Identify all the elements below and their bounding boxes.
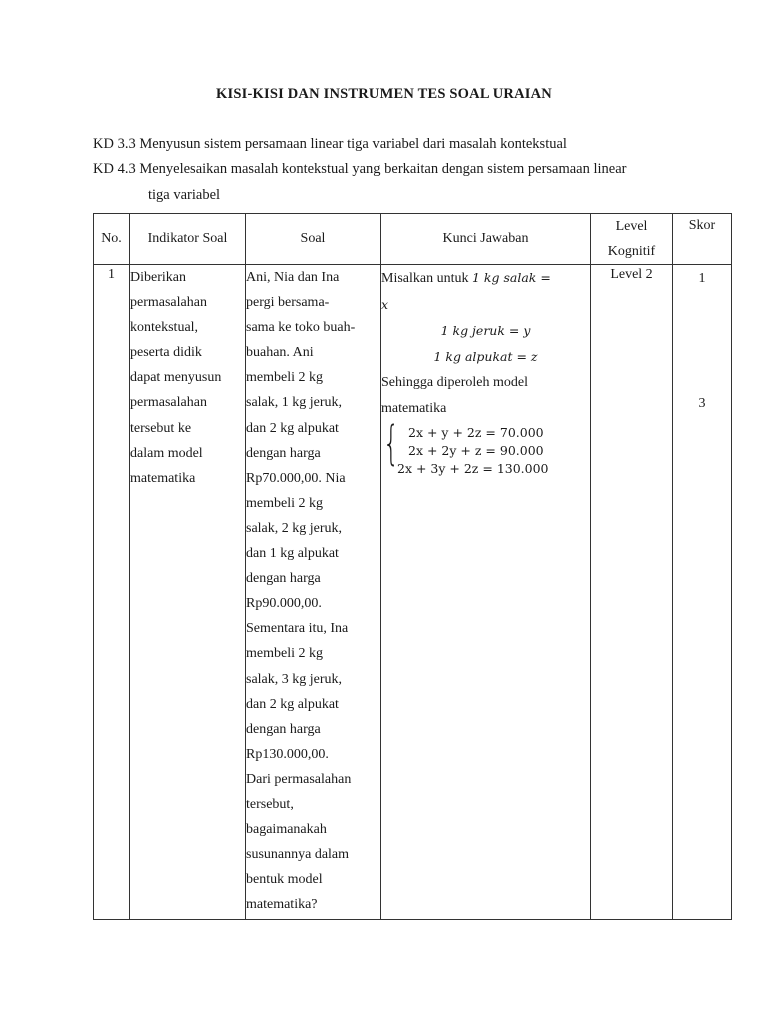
indikator-line: kontekstual, (130, 320, 199, 336)
soal-line: salak, 1 kg jeruk, (246, 395, 343, 411)
indikator-line: dalam model (130, 445, 203, 461)
soal-line: pergi bersama- (246, 295, 330, 311)
soal-line: buahan. Ani (246, 345, 314, 361)
soal-line: salak, 3 kg jeruk, (246, 671, 343, 687)
var-def-alpukat: 1 kg alpukat = z (433, 349, 538, 364)
soal-line: bagaimanakah (246, 822, 327, 838)
cell-skor (673, 265, 732, 920)
soal-line: Sementara itu, Ina (246, 621, 349, 637)
soal-line: matematika? (246, 897, 318, 913)
kunci-intro-text: Misalkan untuk (381, 271, 472, 286)
soal-line: Dari permasalahan (246, 771, 352, 787)
instrument-table (93, 213, 732, 920)
soal-line: dengan harga (246, 721, 321, 737)
soal-line: bentuk model (246, 872, 323, 888)
indikator-line: permasalahan (130, 295, 207, 311)
soal-line: tersebut, (246, 796, 294, 812)
skor-value-1: 1 (698, 271, 706, 286)
equation-system (381, 416, 590, 478)
kunci-line-intro (381, 265, 590, 292)
var-def-jeruk: 1 kg jeruk = y (440, 323, 531, 338)
soal-line: dan 2 kg alpukat (246, 420, 339, 436)
soal-line: Ani, Nia dan Ina (246, 270, 340, 285)
equation-3: 2x + 3y + 2z = 130.000 (397, 461, 549, 476)
soal-line: membeli 2 kg (246, 495, 323, 511)
soal-line: dengan harga (246, 445, 321, 461)
kd-4-3-text: KD 4.3 Menyelesaikan masalah kontekstual yang berkaitan dengan sistem persamaan linear (93, 161, 627, 177)
table-row (94, 265, 732, 920)
table-header-row (94, 214, 732, 265)
model-line-2: matematika (381, 401, 447, 416)
equation-2: 2x + 2y + z = 90.000 (408, 443, 544, 458)
kd-3-3-text: KD 3.3 Menyusun sistem persamaan linear tiga variabel dari masalah kontekstual (93, 136, 567, 152)
indikator-line: tersebut ke (130, 420, 192, 436)
soal-line: membeli 2 kg (246, 370, 323, 386)
header-level-line1: Level (615, 219, 648, 234)
header-skor (673, 214, 732, 265)
model-line-1: Sehingga diperoleh model (381, 375, 528, 390)
cell-soal (246, 265, 381, 920)
indikator-line: permasalahan (130, 395, 207, 411)
header-no: No. (94, 214, 130, 265)
var-def-salak: 1 kg salak = (472, 270, 551, 285)
header-skor-label: Skor (688, 218, 716, 233)
header-level-kognitif (591, 214, 673, 265)
cell-level-kognitif: Level 2 (591, 265, 673, 920)
soal-line: Rp70.000,00. Nia (246, 470, 346, 486)
soal-line: membeli 2 kg (246, 646, 323, 662)
curly-brace-icon: { (383, 416, 400, 470)
soal-line: Rp130.000,00. (246, 746, 329, 762)
soal-line: sama ke toko buah- (246, 320, 356, 336)
cell-indikator (130, 265, 246, 920)
header-kunci-jawaban: Kunci Jawaban (381, 214, 591, 265)
soal-line: salak, 2 kg jeruk, (246, 520, 343, 536)
header-level-line2: Kognitif (607, 244, 656, 259)
header-soal: Soal (246, 214, 381, 265)
indikator-line: peserta didik (130, 345, 202, 361)
equation-1: 2x + y + 2z = 70.000 (408, 425, 544, 440)
indikator-line: Diberikan (130, 270, 186, 285)
header-indikator-soal: Indikator Soal (130, 214, 246, 265)
soal-line: Rp90.000,00. (246, 596, 322, 612)
cell-kunci-jawaban (381, 265, 591, 920)
cell-no: 1 (94, 265, 130, 920)
soal-line: dan 1 kg alpukat (246, 546, 339, 562)
indikator-line: dapat menyusun (130, 370, 222, 386)
document-title: KISI-KISI DAN INSTRUMEN TES SOAL URAIAN (216, 86, 552, 102)
indikator-line: matematika (130, 470, 196, 486)
soal-line: dengan harga (246, 571, 321, 587)
kd-4-3-continuation: tiga variabel (148, 187, 221, 203)
soal-line: susunannya dalam (246, 847, 350, 863)
var-def-salak-x: x (381, 297, 389, 312)
skor-value-2: 3 (698, 396, 706, 411)
soal-line: dan 2 kg alpukat (246, 696, 339, 712)
